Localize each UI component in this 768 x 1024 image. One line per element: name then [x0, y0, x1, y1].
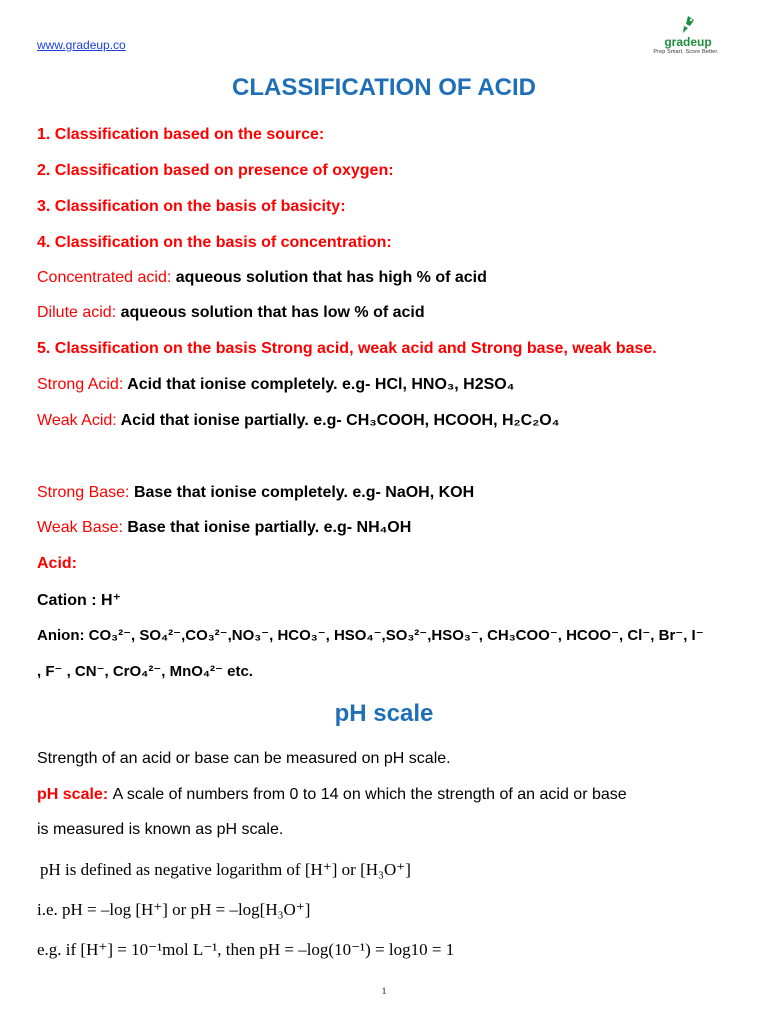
weak-base-text: Base that ionise partially. e.g- NH₄OH: [127, 519, 412, 536]
ph-scale-text: A scale of numbers from 0 to 14 on which the strength of an acid or base: [112, 786, 627, 803]
weak-base-label: Weak Base:: [37, 519, 123, 536]
ph-scale-line: [37, 786, 627, 804]
ph-scale-label: pH scale:: [37, 786, 109, 803]
list-item: 5. Classification on the basis Strong acid, weak acid and Strong base, weak base.: [37, 340, 657, 357]
list-item: 4. Classification on the basis of concentration:: [37, 234, 392, 251]
dilute-acid-text: aqueous solution that has low % of acid: [120, 304, 425, 321]
page-title: CLASSIFICATION OF ACID: [232, 74, 536, 101]
strong-base-line: [37, 484, 474, 502]
anion-line: Anion: CO₃²⁻, SO₄²⁻,CO₃²⁻,NO₃⁻, HCO₃⁻, HSO₄⁻,SO₃²⁻,HSO₃⁻, CH₃COO⁻, HCOO⁻, Cl⁻, Br⁻, I⁻: [37, 627, 704, 644]
concentrated-acid-label: Concentrated acid:: [37, 269, 172, 286]
ph-scale-text-continued: is measured is known as pH scale.: [37, 821, 284, 838]
strong-base-text: Base that ionise completely. e.g- NaOH, KOH: [133, 484, 475, 501]
list-item: 3. Classification on the basis of basicity:: [37, 198, 346, 215]
ph-intro: Strength of an acid or base can be measured on pH scale.: [37, 750, 451, 767]
anion-line-continued: , F⁻ , CN⁻, CrO₄²⁻, MnO₄²⁻ etc.: [37, 663, 253, 680]
logo-tagline: Prep Smart. Score Better.: [653, 49, 719, 55]
weak-acid-line: [37, 412, 559, 430]
dilute-acid-line: [37, 304, 425, 322]
gradeup-logo: [636, 14, 736, 58]
dilute-acid-label: Dilute acid:: [37, 304, 117, 321]
weak-base-line: [37, 519, 411, 537]
rocket-icon: [636, 14, 736, 36]
weak-acid-label: Weak Acid:: [37, 412, 117, 429]
strong-acid-text: Acid that ionise completely. e.g- HCl, HNO₃, H2SO₄: [127, 376, 515, 393]
weak-acid-text: Acid that ionise partially. e.g- CH₃COOH, HCOOH, H₂C₂O₄: [120, 412, 560, 429]
acid-heading: Acid:: [37, 555, 77, 572]
ph-scale-title: pH scale: [334, 700, 434, 727]
strong-acid-line: [37, 376, 514, 394]
strong-acid-label: Strong Acid:: [37, 376, 124, 393]
website-link[interactable]: www.gradeup.co: [37, 38, 126, 52]
concentrated-acid-text: aqueous solution that has high % of acid: [175, 269, 487, 286]
logo-name: gradeup: [664, 35, 712, 49]
concentrated-acid-line: [37, 269, 487, 287]
page-number: 1: [381, 986, 387, 996]
list-item: 2. Classification based on presence of oxygen:: [37, 162, 394, 179]
list-item: 1. Classification based on the source:: [37, 126, 325, 143]
ph-example: e.g. if [H⁺] = 10⁻¹mol L⁻¹, then pH = –log(10⁻¹) = log10 = 1: [37, 940, 455, 959]
ph-formula: i.e. pH = –log [H⁺] or pH = –log[H₃O⁺]: [37, 900, 311, 919]
ph-definition: pH is defined as negative logarithm of [H⁺] or [H₃O⁺]: [40, 860, 411, 879]
strong-base-label: Strong Base:: [37, 484, 130, 501]
cation-line: Cation : H⁺: [37, 592, 121, 609]
